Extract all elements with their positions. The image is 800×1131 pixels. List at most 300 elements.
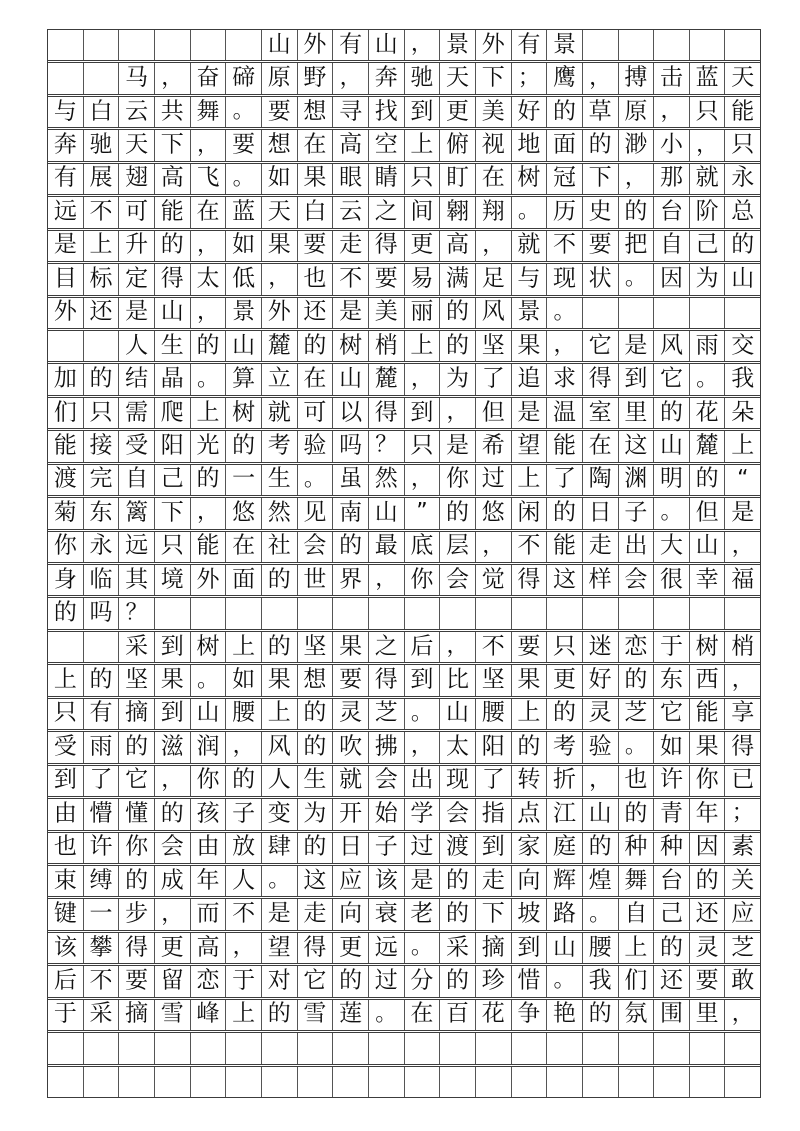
manuscript-cell[interactable] <box>583 1000 619 1030</box>
manuscript-cell[interactable] <box>191 1067 227 1097</box>
manuscript-cell[interactable] <box>405 532 441 562</box>
manuscript-cell[interactable] <box>690 899 726 929</box>
manuscript-cell[interactable] <box>547 1033 583 1063</box>
manuscript-cell[interactable] <box>155 164 191 194</box>
manuscript-cell[interactable] <box>690 63 726 93</box>
manuscript-cell[interactable] <box>476 565 512 595</box>
manuscript-cell[interactable] <box>191 833 227 863</box>
manuscript-cell[interactable] <box>191 866 227 896</box>
manuscript-cell[interactable] <box>84 197 120 227</box>
manuscript-cell[interactable] <box>119 766 155 796</box>
manuscript-cell[interactable] <box>619 866 655 896</box>
manuscript-cell[interactable] <box>654 431 690 461</box>
manuscript-cell[interactable] <box>476 833 512 863</box>
manuscript-cell[interactable] <box>298 665 334 695</box>
manuscript-cell[interactable] <box>440 465 476 495</box>
manuscript-cell[interactable] <box>619 799 655 829</box>
manuscript-cell[interactable] <box>48 197 84 227</box>
manuscript-cell[interactable] <box>48 30 84 60</box>
manuscript-cell[interactable] <box>440 498 476 528</box>
manuscript-cell[interactable] <box>155 1033 191 1063</box>
manuscript-cell[interactable] <box>48 766 84 796</box>
manuscript-cell[interactable] <box>476 431 512 461</box>
manuscript-cell[interactable] <box>298 833 334 863</box>
manuscript-cell[interactable] <box>369 933 405 963</box>
manuscript-cell[interactable] <box>191 799 227 829</box>
manuscript-cell[interactable] <box>155 498 191 528</box>
manuscript-cell[interactable] <box>298 899 334 929</box>
manuscript-cell[interactable] <box>476 364 512 394</box>
manuscript-cell[interactable] <box>84 130 120 160</box>
manuscript-cell[interactable] <box>119 1067 155 1097</box>
manuscript-cell[interactable] <box>155 264 191 294</box>
manuscript-cell[interactable] <box>547 97 583 127</box>
manuscript-cell[interactable] <box>619 1067 655 1097</box>
manuscript-cell[interactable] <box>298 197 334 227</box>
manuscript-cell[interactable] <box>369 30 405 60</box>
manuscript-cell[interactable] <box>48 431 84 461</box>
manuscript-cell[interactable] <box>333 398 369 428</box>
manuscript-cell[interactable] <box>476 866 512 896</box>
manuscript-cell[interactable] <box>583 364 619 394</box>
manuscript-cell[interactable] <box>725 632 760 662</box>
manuscript-cell[interactable] <box>369 732 405 762</box>
manuscript-cell[interactable] <box>48 966 84 996</box>
manuscript-cell[interactable] <box>512 598 548 628</box>
manuscript-cell[interactable] <box>583 498 619 528</box>
manuscript-cell[interactable] <box>119 231 155 261</box>
manuscript-cell[interactable] <box>440 699 476 729</box>
manuscript-cell[interactable] <box>583 933 619 963</box>
manuscript-cell[interactable] <box>191 899 227 929</box>
manuscript-cell[interactable] <box>369 465 405 495</box>
manuscript-cell[interactable] <box>226 298 262 328</box>
manuscript-cell[interactable] <box>476 231 512 261</box>
manuscript-cell[interactable] <box>84 298 120 328</box>
manuscript-cell[interactable] <box>654 331 690 361</box>
manuscript-cell[interactable] <box>583 732 619 762</box>
manuscript-cell[interactable] <box>725 164 760 194</box>
manuscript-cell[interactable] <box>84 30 120 60</box>
manuscript-cell[interactable] <box>298 465 334 495</box>
manuscript-cell[interactable] <box>440 732 476 762</box>
manuscript-cell[interactable] <box>476 465 512 495</box>
manuscript-cell[interactable] <box>84 732 120 762</box>
manuscript-cell[interactable] <box>333 632 369 662</box>
manuscript-cell[interactable] <box>333 933 369 963</box>
manuscript-cell[interactable] <box>476 398 512 428</box>
manuscript-cell[interactable] <box>155 398 191 428</box>
manuscript-cell[interactable] <box>690 866 726 896</box>
manuscript-cell[interactable] <box>440 398 476 428</box>
manuscript-cell[interactable] <box>583 598 619 628</box>
manuscript-cell[interactable] <box>191 431 227 461</box>
manuscript-cell[interactable] <box>333 465 369 495</box>
manuscript-cell[interactable] <box>226 465 262 495</box>
manuscript-cell[interactable] <box>725 1000 760 1030</box>
manuscript-cell[interactable] <box>690 966 726 996</box>
manuscript-cell[interactable] <box>369 565 405 595</box>
manuscript-cell[interactable] <box>84 866 120 896</box>
manuscript-cell[interactable] <box>369 164 405 194</box>
manuscript-cell[interactable] <box>298 164 334 194</box>
manuscript-cell[interactable] <box>333 565 369 595</box>
manuscript-cell[interactable] <box>48 632 84 662</box>
manuscript-cell[interactable] <box>440 164 476 194</box>
manuscript-cell[interactable] <box>690 1033 726 1063</box>
manuscript-cell[interactable] <box>298 398 334 428</box>
manuscript-cell[interactable] <box>369 699 405 729</box>
manuscript-cell[interactable] <box>725 766 760 796</box>
manuscript-cell[interactable] <box>333 197 369 227</box>
manuscript-cell[interactable] <box>476 264 512 294</box>
manuscript-cell[interactable] <box>654 1000 690 1030</box>
manuscript-cell[interactable] <box>191 1033 227 1063</box>
manuscript-cell[interactable] <box>654 665 690 695</box>
manuscript-cell[interactable] <box>725 264 760 294</box>
manuscript-cell[interactable] <box>440 565 476 595</box>
manuscript-cell[interactable] <box>440 130 476 160</box>
manuscript-cell[interactable] <box>547 699 583 729</box>
manuscript-cell[interactable] <box>619 966 655 996</box>
manuscript-cell[interactable] <box>690 933 726 963</box>
manuscript-cell[interactable] <box>440 766 476 796</box>
manuscript-cell[interactable] <box>262 398 298 428</box>
manuscript-cell[interactable] <box>84 565 120 595</box>
manuscript-cell[interactable] <box>119 732 155 762</box>
manuscript-cell[interactable] <box>583 231 619 261</box>
manuscript-cell[interactable] <box>619 532 655 562</box>
manuscript-cell[interactable] <box>654 498 690 528</box>
manuscript-cell[interactable] <box>48 532 84 562</box>
manuscript-cell[interactable] <box>476 933 512 963</box>
manuscript-cell[interactable] <box>690 197 726 227</box>
manuscript-cell[interactable] <box>48 331 84 361</box>
manuscript-cell[interactable] <box>333 231 369 261</box>
manuscript-cell[interactable] <box>191 966 227 996</box>
manuscript-cell[interactable] <box>440 598 476 628</box>
manuscript-cell[interactable] <box>547 298 583 328</box>
manuscript-cell[interactable] <box>405 197 441 227</box>
manuscript-cell[interactable] <box>262 197 298 227</box>
manuscript-cell[interactable] <box>440 30 476 60</box>
manuscript-cell[interactable] <box>654 164 690 194</box>
manuscript-cell[interactable] <box>298 298 334 328</box>
manuscript-cell[interactable] <box>654 298 690 328</box>
manuscript-cell[interactable] <box>48 498 84 528</box>
manuscript-cell[interactable] <box>619 1000 655 1030</box>
manuscript-cell[interactable] <box>512 833 548 863</box>
manuscript-cell[interactable] <box>48 164 84 194</box>
manuscript-cell[interactable] <box>84 1033 120 1063</box>
manuscript-cell[interactable] <box>298 130 334 160</box>
manuscript-cell[interactable] <box>262 465 298 495</box>
manuscript-cell[interactable] <box>725 63 760 93</box>
manuscript-cell[interactable] <box>512 532 548 562</box>
manuscript-cell[interactable] <box>155 231 191 261</box>
manuscript-cell[interactable] <box>298 331 334 361</box>
manuscript-cell[interactable] <box>48 565 84 595</box>
manuscript-cell[interactable] <box>262 1033 298 1063</box>
manuscript-cell[interactable] <box>333 498 369 528</box>
manuscript-cell[interactable] <box>619 97 655 127</box>
manuscript-cell[interactable] <box>690 833 726 863</box>
manuscript-cell[interactable] <box>547 63 583 93</box>
manuscript-cell[interactable] <box>654 231 690 261</box>
manuscript-cell[interactable] <box>119 498 155 528</box>
manuscript-cell[interactable] <box>298 231 334 261</box>
manuscript-cell[interactable] <box>619 465 655 495</box>
manuscript-cell[interactable] <box>226 63 262 93</box>
manuscript-cell[interactable] <box>226 398 262 428</box>
manuscript-cell[interactable] <box>476 331 512 361</box>
manuscript-cell[interactable] <box>155 197 191 227</box>
manuscript-cell[interactable] <box>333 532 369 562</box>
manuscript-cell[interactable] <box>84 164 120 194</box>
manuscript-cell[interactable] <box>440 933 476 963</box>
manuscript-cell[interactable] <box>369 766 405 796</box>
manuscript-cell[interactable] <box>440 97 476 127</box>
manuscript-cell[interactable] <box>298 933 334 963</box>
manuscript-cell[interactable] <box>405 431 441 461</box>
manuscript-cell[interactable] <box>405 164 441 194</box>
manuscript-cell[interactable] <box>405 699 441 729</box>
manuscript-cell[interactable] <box>333 699 369 729</box>
manuscript-cell[interactable] <box>48 665 84 695</box>
manuscript-cell[interactable] <box>369 1067 405 1097</box>
manuscript-cell[interactable] <box>725 833 760 863</box>
manuscript-cell[interactable] <box>369 598 405 628</box>
manuscript-cell[interactable] <box>191 331 227 361</box>
manuscript-cell[interactable] <box>583 264 619 294</box>
manuscript-cell[interactable] <box>654 30 690 60</box>
manuscript-cell[interactable] <box>547 799 583 829</box>
manuscript-cell[interactable] <box>654 532 690 562</box>
manuscript-cell[interactable] <box>690 732 726 762</box>
manuscript-cell[interactable] <box>405 30 441 60</box>
manuscript-cell[interactable] <box>119 431 155 461</box>
manuscript-cell[interactable] <box>512 1000 548 1030</box>
manuscript-cell[interactable] <box>725 364 760 394</box>
manuscript-cell[interactable] <box>333 899 369 929</box>
manuscript-cell[interactable] <box>191 766 227 796</box>
manuscript-cell[interactable] <box>512 498 548 528</box>
manuscript-cell[interactable] <box>84 966 120 996</box>
manuscript-cell[interactable] <box>619 130 655 160</box>
manuscript-cell[interactable] <box>262 364 298 394</box>
manuscript-cell[interactable] <box>333 665 369 695</box>
manuscript-cell[interactable] <box>369 665 405 695</box>
manuscript-cell[interactable] <box>405 298 441 328</box>
manuscript-cell[interactable] <box>440 431 476 461</box>
manuscript-cell[interactable] <box>119 63 155 93</box>
manuscript-cell[interactable] <box>262 97 298 127</box>
manuscript-cell[interactable] <box>155 30 191 60</box>
manuscript-cell[interactable] <box>547 465 583 495</box>
manuscript-cell[interactable] <box>654 97 690 127</box>
manuscript-cell[interactable] <box>48 933 84 963</box>
manuscript-cell[interactable] <box>725 331 760 361</box>
manuscript-cell[interactable] <box>476 732 512 762</box>
manuscript-cell[interactable] <box>512 966 548 996</box>
manuscript-cell[interactable] <box>619 833 655 863</box>
manuscript-cell[interactable] <box>226 766 262 796</box>
manuscript-cell[interactable] <box>405 899 441 929</box>
manuscript-cell[interactable] <box>512 264 548 294</box>
manuscript-cell[interactable] <box>155 833 191 863</box>
manuscript-cell[interactable] <box>619 498 655 528</box>
manuscript-cell[interactable] <box>440 264 476 294</box>
manuscript-cell[interactable] <box>155 298 191 328</box>
manuscript-cell[interactable] <box>191 532 227 562</box>
manuscript-cell[interactable] <box>690 164 726 194</box>
manuscript-cell[interactable] <box>369 899 405 929</box>
manuscript-cell[interactable] <box>619 899 655 929</box>
manuscript-cell[interactable] <box>654 799 690 829</box>
manuscript-cell[interactable] <box>583 833 619 863</box>
manuscript-cell[interactable] <box>583 899 619 929</box>
manuscript-cell[interactable] <box>654 398 690 428</box>
manuscript-cell[interactable] <box>191 699 227 729</box>
manuscript-cell[interactable] <box>262 766 298 796</box>
manuscript-cell[interactable] <box>405 665 441 695</box>
manuscript-cell[interactable] <box>512 1067 548 1097</box>
manuscript-cell[interactable] <box>476 1000 512 1030</box>
manuscript-cell[interactable] <box>298 699 334 729</box>
manuscript-cell[interactable] <box>440 197 476 227</box>
manuscript-cell[interactable] <box>654 899 690 929</box>
manuscript-cell[interactable] <box>119 197 155 227</box>
manuscript-cell[interactable] <box>226 431 262 461</box>
manuscript-cell[interactable] <box>512 699 548 729</box>
manuscript-cell[interactable] <box>155 899 191 929</box>
manuscript-cell[interactable] <box>369 966 405 996</box>
manuscript-cell[interactable] <box>84 632 120 662</box>
manuscript-cell[interactable] <box>619 164 655 194</box>
manuscript-cell[interactable] <box>690 30 726 60</box>
manuscript-cell[interactable] <box>369 866 405 896</box>
manuscript-cell[interactable] <box>333 30 369 60</box>
manuscript-cell[interactable] <box>298 966 334 996</box>
manuscript-cell[interactable] <box>119 699 155 729</box>
manuscript-cell[interactable] <box>298 364 334 394</box>
manuscript-cell[interactable] <box>226 164 262 194</box>
manuscript-cell[interactable] <box>155 130 191 160</box>
manuscript-cell[interactable] <box>405 63 441 93</box>
manuscript-cell[interactable] <box>262 1067 298 1097</box>
manuscript-cell[interactable] <box>226 632 262 662</box>
manuscript-cell[interactable] <box>725 933 760 963</box>
manuscript-cell[interactable] <box>725 565 760 595</box>
manuscript-cell[interactable] <box>119 465 155 495</box>
manuscript-cell[interactable] <box>369 632 405 662</box>
manuscript-cell[interactable] <box>690 498 726 528</box>
manuscript-cell[interactable] <box>583 1067 619 1097</box>
manuscript-cell[interactable] <box>725 866 760 896</box>
manuscript-cell[interactable] <box>155 97 191 127</box>
manuscript-cell[interactable] <box>155 665 191 695</box>
manuscript-cell[interactable] <box>619 231 655 261</box>
manuscript-cell[interactable] <box>298 264 334 294</box>
manuscript-cell[interactable] <box>119 833 155 863</box>
manuscript-cell[interactable] <box>476 1033 512 1063</box>
manuscript-cell[interactable] <box>512 298 548 328</box>
manuscript-cell[interactable] <box>262 632 298 662</box>
manuscript-cell[interactable] <box>48 833 84 863</box>
manuscript-cell[interactable] <box>583 398 619 428</box>
manuscript-cell[interactable] <box>405 565 441 595</box>
manuscript-cell[interactable] <box>690 231 726 261</box>
manuscript-cell[interactable] <box>262 164 298 194</box>
manuscript-cell[interactable] <box>48 699 84 729</box>
manuscript-cell[interactable] <box>48 364 84 394</box>
manuscript-cell[interactable] <box>725 398 760 428</box>
manuscript-cell[interactable] <box>262 231 298 261</box>
manuscript-cell[interactable] <box>298 532 334 562</box>
manuscript-cell[interactable] <box>547 30 583 60</box>
manuscript-cell[interactable] <box>369 431 405 461</box>
manuscript-cell[interactable] <box>405 331 441 361</box>
manuscript-cell[interactable] <box>262 799 298 829</box>
manuscript-cell[interactable] <box>405 398 441 428</box>
manuscript-cell[interactable] <box>119 799 155 829</box>
manuscript-cell[interactable] <box>262 532 298 562</box>
manuscript-cell[interactable] <box>440 1067 476 1097</box>
manuscript-cell[interactable] <box>405 1067 441 1097</box>
manuscript-cell[interactable] <box>333 833 369 863</box>
manuscript-cell[interactable] <box>226 498 262 528</box>
manuscript-cell[interactable] <box>476 766 512 796</box>
manuscript-cell[interactable] <box>48 732 84 762</box>
manuscript-cell[interactable] <box>654 1033 690 1063</box>
manuscript-cell[interactable] <box>155 732 191 762</box>
manuscript-cell[interactable] <box>119 598 155 628</box>
manuscript-cell[interactable] <box>119 398 155 428</box>
manuscript-cell[interactable] <box>191 364 227 394</box>
manuscript-cell[interactable] <box>583 130 619 160</box>
manuscript-cell[interactable] <box>369 532 405 562</box>
manuscript-cell[interactable] <box>405 632 441 662</box>
manuscript-cell[interactable] <box>333 799 369 829</box>
manuscript-cell[interactable] <box>619 766 655 796</box>
manuscript-cell[interactable] <box>725 699 760 729</box>
manuscript-cell[interactable] <box>226 97 262 127</box>
manuscript-cell[interactable] <box>84 63 120 93</box>
manuscript-cell[interactable] <box>48 298 84 328</box>
manuscript-cell[interactable] <box>512 632 548 662</box>
manuscript-cell[interactable] <box>333 431 369 461</box>
manuscript-cell[interactable] <box>226 833 262 863</box>
manuscript-cell[interactable] <box>262 866 298 896</box>
manuscript-cell[interactable] <box>155 331 191 361</box>
manuscript-cell[interactable] <box>583 30 619 60</box>
manuscript-cell[interactable] <box>226 699 262 729</box>
manuscript-cell[interactable] <box>654 364 690 394</box>
manuscript-cell[interactable] <box>369 1033 405 1063</box>
manuscript-cell[interactable] <box>619 431 655 461</box>
manuscript-cell[interactable] <box>155 431 191 461</box>
manuscript-cell[interactable] <box>262 331 298 361</box>
manuscript-cell[interactable] <box>547 1067 583 1097</box>
manuscript-cell[interactable] <box>654 264 690 294</box>
manuscript-cell[interactable] <box>654 699 690 729</box>
manuscript-cell[interactable] <box>48 866 84 896</box>
manuscript-cell[interactable] <box>690 130 726 160</box>
manuscript-cell[interactable] <box>84 899 120 929</box>
manuscript-cell[interactable] <box>476 30 512 60</box>
manuscript-cell[interactable] <box>690 431 726 461</box>
manuscript-cell[interactable] <box>298 766 334 796</box>
